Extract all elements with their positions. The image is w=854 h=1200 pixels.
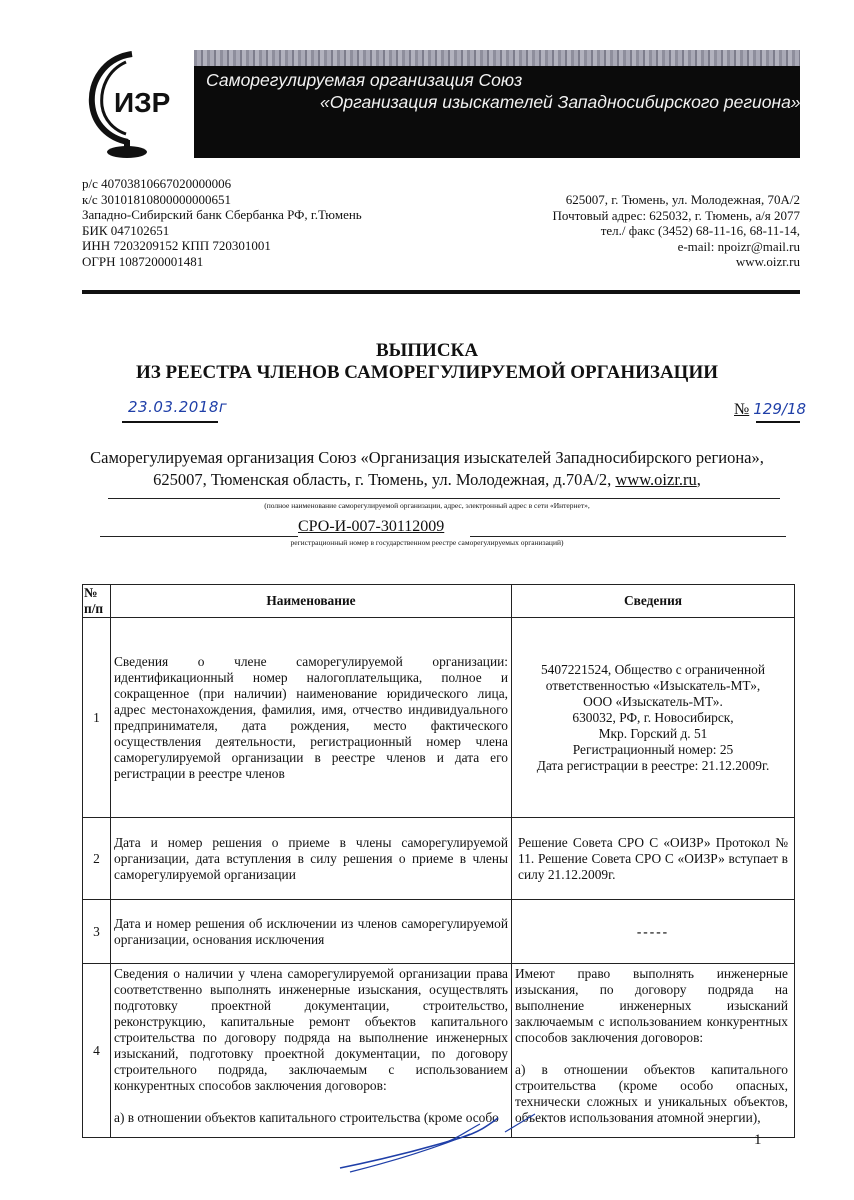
org-fill-line (108, 498, 780, 499)
phone-fax-line: тел./ факс (3452) 68-11-16, 68-11-14, (600, 223, 800, 238)
email-line: e-mail: npoizr@mail.ru (677, 238, 800, 254)
date-underline (122, 421, 218, 423)
org-address-suffix: , (696, 470, 701, 489)
document-subtitle: ИЗ РЕЕСТРА ЧЛЕНОВ САМОРЕГУЛИРУЕМОЙ ОРГАНИЗАЦИИ (135, 362, 718, 383)
header-name: Наименование (111, 585, 512, 618)
info-line: Мкр. Горский д. 51 (598, 725, 708, 741)
header-info: Сведения (512, 585, 795, 618)
row-info (512, 618, 795, 818)
banner-org-type: Саморегулируемая организация Союз (206, 70, 523, 90)
row-info-subitem: а) в отношении объектов капитального строительства (кроме особо опасных, технически сложных и уникальных объектов, объектов использования атомной энергии), (515, 1062, 788, 1125)
registry-table (82, 584, 795, 1138)
row-info: ----- (512, 900, 795, 964)
row-name-subitem: а) в отношении объектов капитального строительства (кроме особо (114, 1110, 499, 1125)
document-number (734, 400, 806, 419)
banner-texture (194, 50, 800, 66)
table-header-row (83, 585, 795, 618)
org-caption: (полное наименование саморегулируемой организации, адрес, электронный адрес в сети «Интернет», (264, 501, 590, 510)
row-number: 2 (83, 818, 111, 900)
signature-icon (330, 1110, 550, 1180)
postal-address-line: Почтовый адрес: 625032, г. Тюмень, а/я 2077 (552, 207, 800, 223)
row-name-text: Сведения о наличии у члена саморегулируемой организации права соответственно выполнять инженерные изыскания, осуществлять подготовку проектной документации, строительство, реконструкцию, капитальные ремонт объектов капитального строительства по договору подряда на выполнение инженерных изысканий, подготовку проектной документации, по договору строительного подряда, заключаемым с использованием конкурентных способов заключения договоров: (114, 966, 508, 1093)
sro-registration-number: СРО-И-007-30112009 (298, 518, 445, 535)
document-date: 23.03.2018г (128, 398, 228, 416)
svg-text:ИЗР: ИЗР (114, 87, 171, 118)
info-line: 5407221524, Общество с ограниченной (540, 661, 766, 677)
row-name: Сведения о члене саморегулируемой организации: идентификационный номер налогоплательщика, полное и сокращенное (при наличии) наименование юридического лица, адрес местонахождения, фамилия, имя, отчество индивидуального предпринимателя, дата рождения, место фактического осуществления деятельности, регистрационный номер члена саморегулируемой организации в реестре членов и дата его регистрации в реестре членов (111, 618, 512, 818)
org-full-name: Саморегулируемая организация Союз «Организация изыскателей Западносибирского региона», (90, 448, 764, 467)
bank-requisites (82, 176, 362, 269)
info-line: ответственностью «Изыскатель-МТ», (545, 677, 761, 693)
website-line: www.oizr.ru (735, 254, 800, 269)
sro-fill-line-right (470, 536, 786, 537)
row-number: 4 (83, 964, 111, 1138)
table-row (83, 818, 795, 900)
row-number: 3 (83, 900, 111, 964)
requisite-line: ОГРН 1087200001481 (82, 253, 204, 269)
sro-fill-line-left (100, 536, 298, 537)
requisite-line: Западно-Сибирский банк Сбербанка РФ, г.Тюмень (82, 207, 362, 222)
row-name: Дата и номер решения об исключении из членов саморегулируемой организации, основания исключения (111, 900, 512, 964)
header-num: № п/п (83, 585, 111, 618)
info-line: Дата регистрации в реестре: 21.12.2009г. (536, 757, 770, 773)
number-underline (756, 421, 800, 423)
row-info-text: Имеют право выполнять инженерные изыскания, по договору подряда на выполнение инженерных изысканий заключаемым с использованием конкурентных способов заключения договоров: (515, 966, 788, 1045)
contact-requisites (553, 192, 800, 270)
sro-caption: регистрационный номер в государственном реестре саморегулируемых организаций) (290, 538, 564, 547)
org-address (0, 470, 854, 490)
row-info: Решение Совета СРО С «ОИЗР» Протокол № 11. Решение Совета СРО С «ОИЗР» вступает в силу 21.12.2009г. (512, 818, 795, 900)
info-line: 630032, РФ, г. Новосибирск, (572, 709, 734, 725)
header-divider (82, 290, 800, 294)
page-number: 1 (754, 1132, 762, 1148)
row-number: 1 (83, 618, 111, 818)
row-name: Дата и номер решения о приеме в члены саморегулируемой организации, дата вступления в силу решения о приеме в члены саморегулируемой организации (111, 818, 512, 900)
requisite-line: БИК 047102651 (82, 222, 170, 238)
requisite-line: к/с 30101810800000000651 (82, 191, 231, 207)
info-line: Регистрационный номер: 25 (572, 741, 734, 757)
requisite-line: р/с 40703810667020000006 (82, 176, 232, 191)
table-row (83, 618, 795, 818)
banner-org-name: «Организация изыскателей Западносибирского региона» (320, 92, 801, 112)
table-row (83, 900, 795, 964)
globe-logo-icon (86, 48, 186, 160)
requisite-line: ИНН 7203209152 КПП 720301001 (82, 238, 271, 253)
address-line: 625007, г. Тюмень, ул. Молодежная, 70А/2 (565, 192, 800, 207)
org-website-link[interactable]: www.oizr.ru (615, 470, 697, 489)
number-sign: № (734, 401, 750, 418)
organization-logo (86, 48, 186, 160)
number-value: 129/18 (753, 400, 807, 418)
document-title: ВЫПИСКА (375, 340, 479, 361)
row-info (512, 964, 795, 1138)
info-line: ООО «Изыскатель-МТ». (583, 693, 723, 709)
org-address-text: 625007, Тюменская область, г. Тюмень, ул. Молодежная, д.70А/2, (153, 470, 616, 489)
